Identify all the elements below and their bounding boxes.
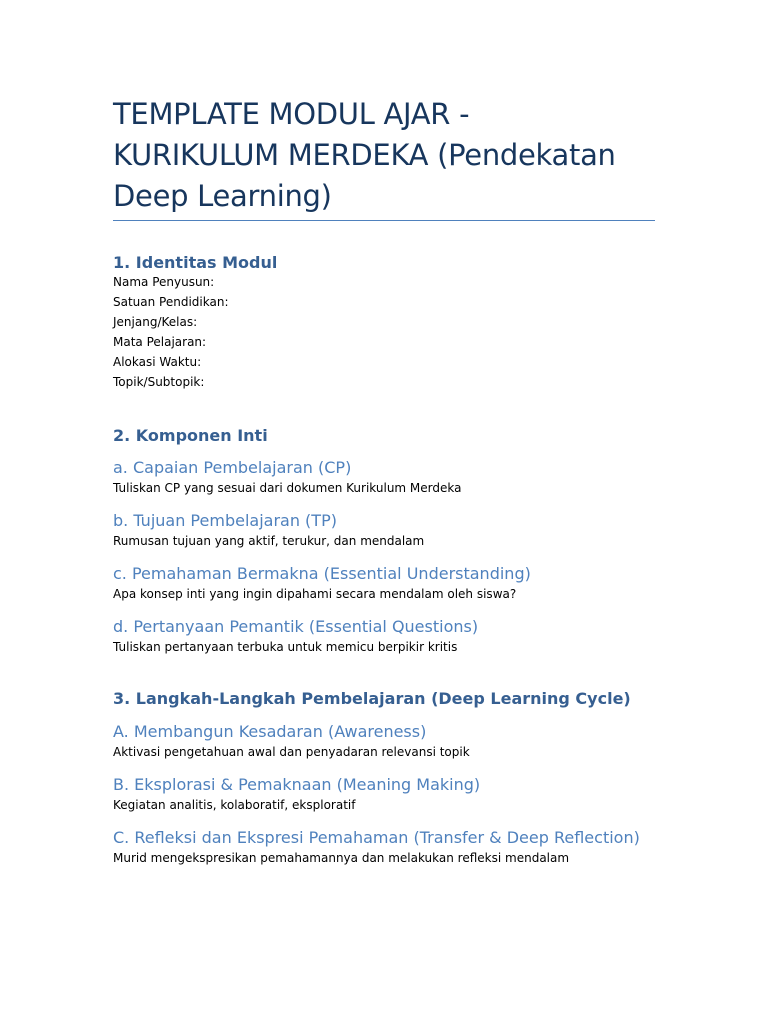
subheading-capaian-pembelajaran: a. Capaian Pembelajaran (CP) xyxy=(113,458,352,477)
identity-field-satuan-pendidikan: Satuan Pendidikan: xyxy=(113,295,229,309)
subheading-tujuan-pembelajaran: b. Tujuan Pembelajaran (TP) xyxy=(113,511,337,530)
subheading-pertanyaan-pemantik: d. Pertanyaan Pemantik (Essential Questions) xyxy=(113,617,479,636)
subheading-refleksi-ekspresi: C. Refleksi dan Ekspresi Pemahaman (Transfer & Deep Reflection) xyxy=(113,828,640,847)
body-capaian-pembelajaran: Tuliskan CP yang sesuai dari dokumen Kurikulum Merdeka xyxy=(113,481,462,495)
document-title xyxy=(113,94,673,217)
identity-field-jenjang-kelas: Jenjang/Kelas: xyxy=(113,315,198,329)
body-eksplorasi-pemaknaan: Kegiatan analitis, kolaboratif, eksploratif xyxy=(113,798,356,812)
body-membangun-kesadaran: Aktivasi pengetahuan awal dan penyadaran relevansi topik xyxy=(113,745,470,759)
document-title-line: Deep Learning) xyxy=(113,179,332,213)
identity-field-topik-subtopik: Topik/Subtopik: xyxy=(113,375,205,389)
section-heading-langkah-pembelajaran: 3. Langkah-Langkah Pembelajaran (Deep Learning Cycle) xyxy=(113,689,631,708)
identity-field-alokasi-waktu: Alokasi Waktu: xyxy=(113,355,202,369)
body-pertanyaan-pemantik: Tuliskan pertanyaan terbuka untuk memicu berpikir kritis xyxy=(113,640,458,654)
identity-field-mata-pelajaran: Mata Pelajaran: xyxy=(113,335,207,349)
section-heading-identitas-modul: 1. Identitas Modul xyxy=(113,253,278,272)
subheading-pemahaman-bermakna: c. Pemahaman Bermakna (Essential Understanding) xyxy=(113,564,531,583)
identity-field-list xyxy=(113,272,229,392)
subheading-membangun-kesadaran: A. Membangun Kesadaran (Awareness) xyxy=(113,722,427,741)
section-heading-komponen-inti: 2. Komponen Inti xyxy=(113,426,268,445)
body-pemahaman-bermakna: Apa konsep inti yang ingin dipahami secara mendalam oleh siswa? xyxy=(113,587,517,601)
document-title-line: KURIKULUM MERDEKA (Pendekatan xyxy=(113,138,616,172)
title-divider xyxy=(113,220,655,221)
body-tujuan-pembelajaran: Rumusan tujuan yang aktif, terukur, dan mendalam xyxy=(113,534,425,548)
document-title-line: TEMPLATE MODUL AJAR - xyxy=(113,97,470,131)
body-refleksi-ekspresi: Murid mengekspresikan pemahamannya dan melakukan refleksi mendalam xyxy=(113,851,570,865)
subheading-eksplorasi-pemaknaan: B. Eksplorasi & Pemaknaan (Meaning Making) xyxy=(113,775,481,794)
identity-field-nama-penyusun: Nama Penyusun: xyxy=(113,275,215,289)
